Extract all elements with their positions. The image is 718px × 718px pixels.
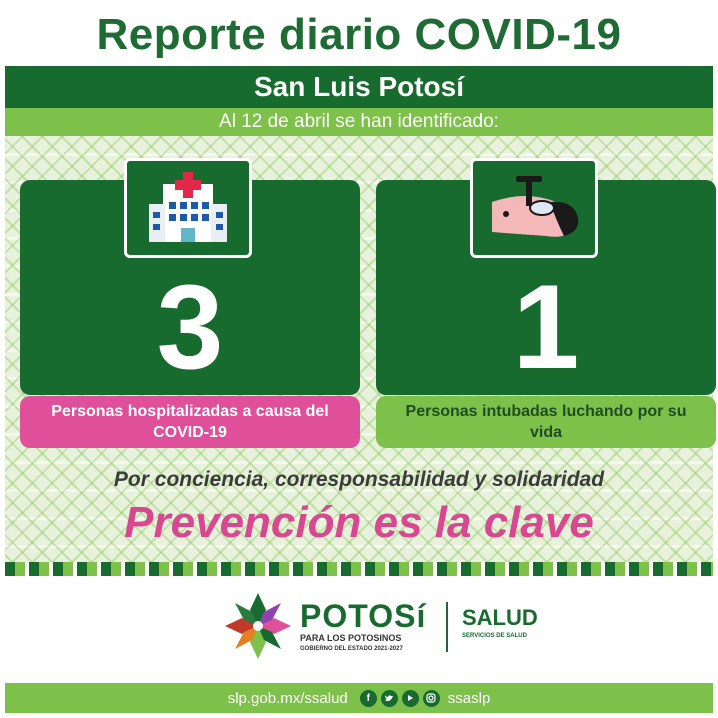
decorative-stripe <box>5 562 713 576</box>
hospitalized-count: 3 <box>156 260 224 394</box>
brand-government: GOBIERNO DEL ESTADO 2021-2027 <box>300 646 403 652</box>
brand-tagline: PARA LOS POTOSINOS <box>300 633 402 643</box>
date-banner <box>5 108 713 136</box>
social-handle: ssaslp <box>447 689 491 707</box>
prevention-slogan: Prevención es la clave <box>124 498 594 547</box>
intubated-patient-icon <box>470 158 598 258</box>
region-banner <box>5 66 713 108</box>
salud-logo <box>462 606 572 642</box>
intubated-count: 1 <box>512 260 580 394</box>
slogan-line: Por conciencia, corresponsabilidad y solidaridad <box>113 468 605 491</box>
intubated-label: Personas intubadas luchando por su vida <box>376 396 716 448</box>
youtube-icon[interactable] <box>402 690 419 707</box>
twitter-icon[interactable] <box>381 690 398 707</box>
hospital-icon <box>124 158 252 258</box>
potosi-logo <box>300 600 430 654</box>
dept-name: SALUD <box>462 605 538 630</box>
logo-divider <box>446 602 448 652</box>
hospitalized-label: Personas hospitalizadas a causa del COVID-19 <box>20 396 360 448</box>
region-name: San Luis Potosí <box>253 71 465 102</box>
website-link[interactable]: slp.gob.mx/ssalud <box>227 689 348 707</box>
brand-name: POTOSí <box>300 598 427 634</box>
potosi-emblem-icon <box>222 590 294 662</box>
footer-bar <box>5 683 713 713</box>
instagram-icon[interactable] <box>423 690 440 707</box>
date-line: Al 12 de abril se han identificado: <box>219 111 499 132</box>
dept-subtitle: SERVICIOS DE SALUD <box>462 633 527 639</box>
page-title: Reporte diario COVID-19 <box>96 10 622 59</box>
facebook-icon[interactable]: f <box>360 690 377 707</box>
